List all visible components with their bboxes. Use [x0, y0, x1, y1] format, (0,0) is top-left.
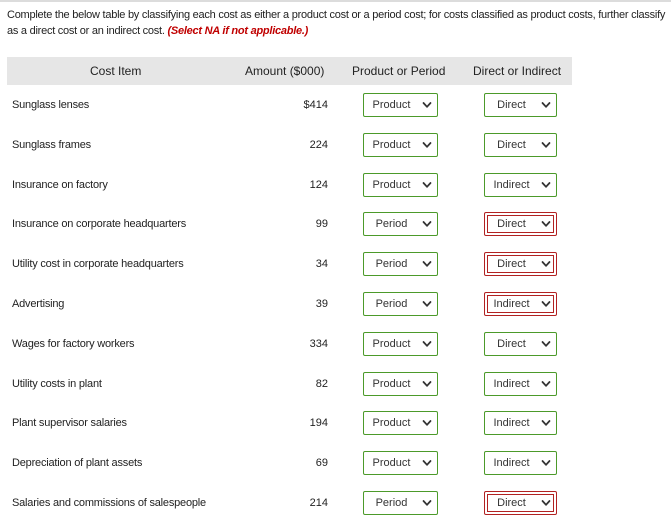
direct-or-indirect-select[interactable]: [484, 93, 557, 117]
direct-or-indirect-value: Indirect: [493, 417, 530, 430]
cost-item-label: Salaries and commissions of salespeople: [12, 497, 206, 509]
table-row: [0, 131, 671, 159]
chevron-down-icon: [541, 498, 551, 508]
table-row: [0, 409, 671, 437]
direct-or-indirect-value: Indirect: [493, 377, 530, 390]
product-or-period-select[interactable]: [363, 93, 438, 117]
cost-item-label: Utility cost in corporate headquarters: [12, 258, 184, 271]
header-amount: Amount ($000): [245, 64, 325, 78]
amount-value: 124: [309, 178, 328, 191]
product-or-period-value: Period: [375, 218, 408, 231]
table-header: [7, 57, 572, 85]
product-or-period-select[interactable]: [363, 292, 438, 316]
header-product-or-period: Product or Period: [352, 64, 446, 78]
cost-item-label: Plant supervisor salaries: [12, 417, 127, 430]
chevron-down-icon: [422, 100, 432, 110]
product-or-period-value: Product: [372, 337, 411, 350]
product-or-period-value: Period: [375, 258, 408, 271]
product-or-period-value: Product: [372, 457, 411, 470]
chevron-down-icon: [422, 379, 432, 389]
product-or-period-select[interactable]: [363, 133, 438, 157]
chevron-down-icon: [422, 259, 432, 269]
product-or-period-select[interactable]: [363, 252, 438, 276]
chevron-down-icon: [422, 418, 432, 428]
chevron-down-icon: [541, 259, 551, 269]
direct-or-indirect-value: Direct: [497, 218, 526, 231]
direct-or-indirect-value: Indirect: [493, 457, 530, 470]
product-or-period-select[interactable]: [363, 411, 438, 435]
product-or-period-select[interactable]: [363, 372, 438, 396]
amount-value: 194: [309, 417, 328, 430]
direct-or-indirect-select[interactable]: [484, 491, 557, 515]
instructions-note: (Select NA if not applicable.): [167, 25, 309, 37]
top-divider: [0, 0, 671, 2]
cost-item-label: Depreciation of plant assets: [12, 457, 143, 470]
chevron-down-icon: [422, 339, 432, 349]
product-or-period-select[interactable]: [363, 173, 438, 197]
table-row: [0, 449, 671, 477]
chevron-down-icon: [541, 339, 551, 349]
table-row: [0, 171, 671, 199]
amount-value: 82: [315, 377, 328, 390]
chevron-down-icon: [422, 140, 432, 150]
product-or-period-select[interactable]: [363, 451, 438, 475]
table-row: [0, 330, 671, 358]
chevron-down-icon: [422, 180, 432, 190]
direct-or-indirect-select[interactable]: [484, 372, 557, 396]
header-direct-or-indirect: Direct or Indirect: [473, 64, 562, 78]
direct-or-indirect-value: Direct: [497, 138, 526, 151]
cost-item-label: Insurance on corporate headquarters: [12, 218, 187, 231]
amount-value: 334: [309, 337, 328, 350]
direct-or-indirect-value: Direct: [497, 337, 526, 350]
cost-item-label: Advertising: [12, 298, 65, 310]
amount-value: 99: [315, 218, 328, 231]
table-row: [0, 250, 671, 278]
direct-or-indirect-select[interactable]: [484, 411, 557, 435]
product-or-period-select[interactable]: [363, 332, 438, 356]
chevron-down-icon: [541, 100, 551, 110]
direct-or-indirect-select[interactable]: [484, 252, 557, 276]
product-or-period-value: Period: [375, 497, 408, 509]
product-or-period-value: Product: [372, 178, 411, 191]
amount-value: 34: [315, 258, 328, 271]
cost-item-label: Sunglass lenses: [12, 99, 90, 111]
product-or-period-select[interactable]: [363, 491, 438, 515]
direct-or-indirect-select[interactable]: [484, 133, 557, 157]
amount-value: 224: [309, 138, 328, 151]
instructions: [7, 7, 667, 39]
cost-item-label: Wages for factory workers: [12, 337, 135, 350]
direct-or-indirect-select[interactable]: [484, 173, 557, 197]
table-row: [0, 91, 671, 119]
table-row: [0, 210, 671, 238]
amount-value: $414: [303, 99, 328, 111]
direct-or-indirect-value: Direct: [497, 258, 526, 271]
direct-or-indirect-select[interactable]: [484, 451, 557, 475]
product-or-period-value: Period: [375, 298, 408, 310]
chevron-down-icon: [422, 219, 432, 229]
chevron-down-icon: [541, 180, 551, 190]
product-or-period-value: Product: [372, 377, 411, 390]
chevron-down-icon: [541, 140, 551, 150]
product-or-period-value: Product: [372, 417, 411, 430]
cost-item-label: Utility costs in plant: [12, 377, 102, 390]
table-row: [0, 290, 671, 318]
amount-value: 214: [309, 497, 328, 509]
direct-or-indirect-value: Direct: [497, 99, 526, 111]
chevron-down-icon: [541, 219, 551, 229]
product-or-period-value: Product: [372, 138, 411, 151]
direct-or-indirect-value: Indirect: [493, 178, 530, 191]
amount-value: 39: [315, 298, 328, 310]
direct-or-indirect-select[interactable]: [484, 332, 557, 356]
chevron-down-icon: [541, 299, 551, 309]
direct-or-indirect-select[interactable]: [484, 292, 557, 316]
header-cost-item: Cost Item: [90, 64, 142, 78]
chevron-down-icon: [541, 379, 551, 389]
chevron-down-icon: [422, 458, 432, 468]
product-or-period-select[interactable]: [363, 212, 438, 236]
direct-or-indirect-select[interactable]: [484, 212, 557, 236]
instructions-text: Complete the below table by classifying each cost as either a product cost or a period cost; for costs classified as product costs, further classify as a direct cost or an indirect cost.: [7, 9, 666, 37]
table-row: [0, 370, 671, 398]
direct-or-indirect-value: Direct: [497, 497, 526, 509]
cost-item-label: Insurance on factory: [12, 178, 108, 191]
chevron-down-icon: [422, 498, 432, 508]
table-row: [0, 489, 671, 517]
cost-item-label: Sunglass frames: [12, 138, 91, 151]
chevron-down-icon: [541, 418, 551, 428]
direct-or-indirect-value: Indirect: [493, 298, 530, 310]
chevron-down-icon: [541, 458, 551, 468]
amount-value: 69: [315, 457, 328, 470]
product-or-period-value: Product: [372, 99, 411, 111]
chevron-down-icon: [422, 299, 432, 309]
